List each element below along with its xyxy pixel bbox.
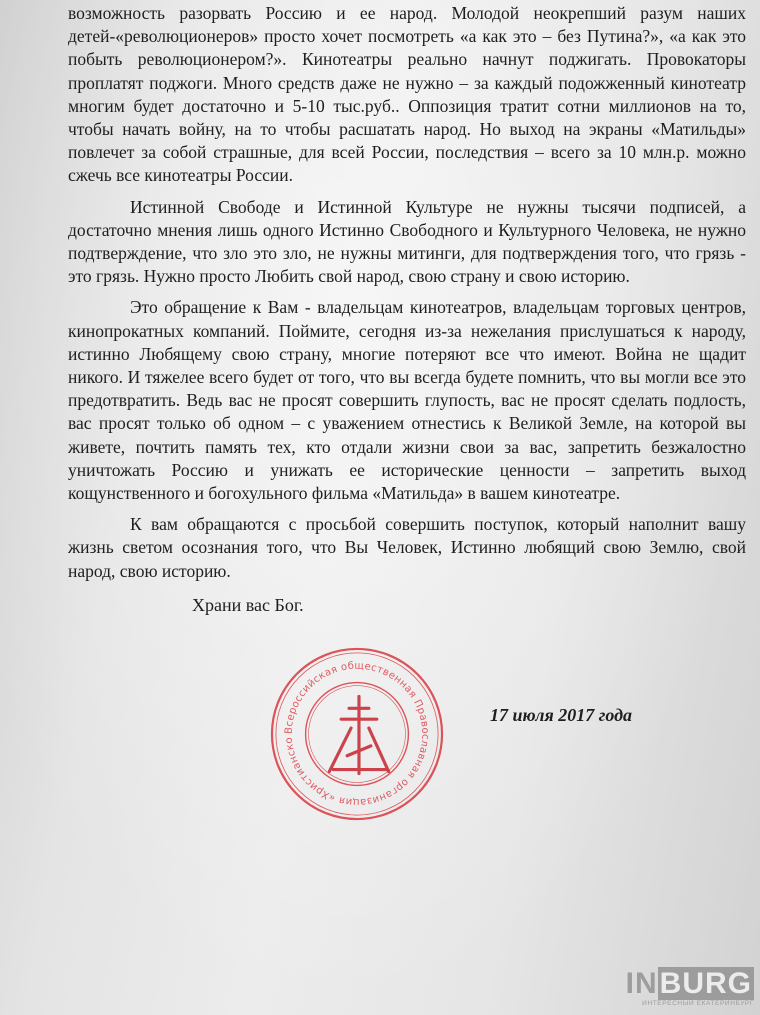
paragraph: Истинной Свободе и Истинной Культуре не нужны тысячи подписей, а достаточно мнения лишь одного Истинно Свободного и Культурного Человека, не нужно подтверждение, что зло это зло, не нужны митинги, для подтверждения того, что грязь - это грязь. Нужно просто Любить свой народ, свою страну и свою историю. — [68, 196, 746, 287]
logo-in: IN — [625, 967, 658, 1000]
paragraph: Это обращение к Вам - владельцам кинотеатров, владельцам торговых центров, кинопрокатных компаний. Поймите, сегодня из-за нежелания прислушаться к народу, истинно Любящему свою страну, многие потеряют все что имеют. Война не щадит никого. И тяжелее всего будет от того, что вы всегда будете помнить, что вы могли все это предотвратить. Ведь вас не просят совершить глупость, вас не просят сделать подлость, вас просят только об одном – с уважением отнестись к Великой Земле, на которой вы живете, почтить память тех, кто отдали жизни свои за вас, запретить безжалостно уничтожать Россию и унижать ее исторические ценности – запретить выход кощунственного и богохульного фильма «Матильда» в вашем кинотеатре. — [68, 297, 746, 504]
blessing-line: Храни вас Бог. — [192, 595, 304, 615]
letter-date: 17 июля 2017 года — [490, 705, 633, 725]
letter-body — [68, 2, 746, 583]
logo-tagline: ИНТЕРЕСНЫЙ ЕКАТЕРИНБУРГ — [642, 1000, 754, 1007]
seal-ring-text: Всероссийская общественная Православная организация «Христианско — [283, 660, 431, 808]
paragraph: К вам обращаются с просьбой совершить поступок, который наполнит вашу жизнь светом осознания того, что Вы Человек, Истинно любящий свою Землю, свой народ, свою историю. — [68, 514, 746, 581]
source-watermark — [604, 969, 754, 1007]
inburg-logo — [604, 969, 754, 999]
paragraph: возможность разорвать Россию и ее народ. Молодой неокрепший разум наших детей-«революционеров» просто хочет посмотреть «а как это – без Путина?», «а как это побыть революционером?». Кинотеатры реально начнут поджигать. Провокаторы проплатят поджоги. Много средств даже не нужно – за каждый подожженный кинотеатр многим будет достаточно и 5-10 тыс.руб.. Оппозиция тратит сотни миллионов на то, чтобы начать войну, на то чтобы расшатать народ. Но выход на экраны «Матильды» повлечет за собой страшные, для всей России, последствия – всего за 10 млн.р. можно сжечь все кинотеатры России. — [68, 3, 746, 186]
orthodox-cross-stamp-icon — [268, 645, 446, 823]
logo-burg: BURG — [659, 967, 752, 1000]
organization-seal — [268, 645, 446, 823]
